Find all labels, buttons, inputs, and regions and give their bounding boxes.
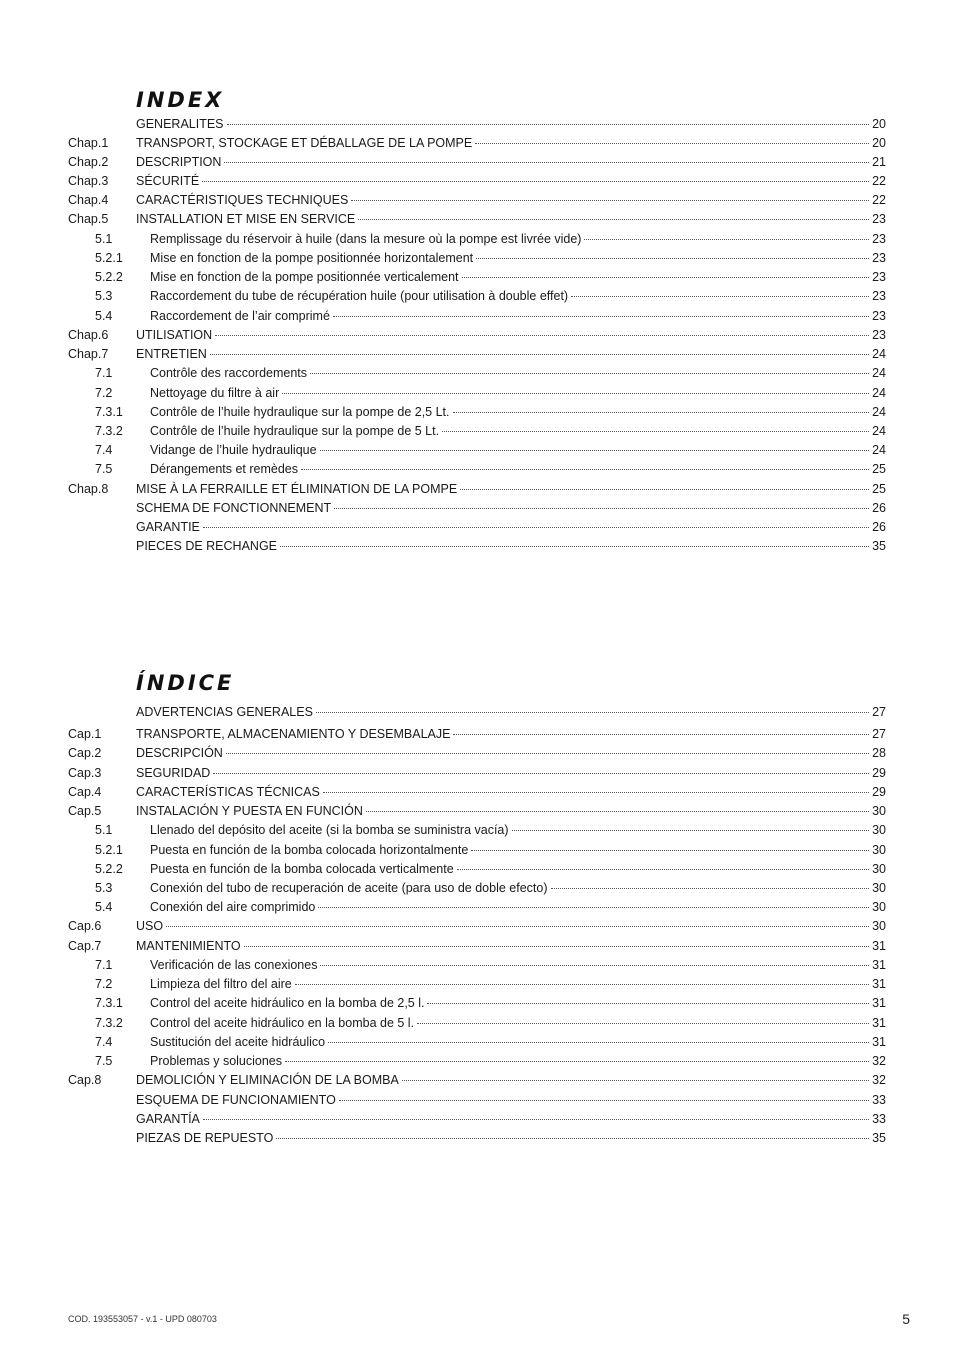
toc-entry-title: ADVERTENCIAS GENERALES xyxy=(136,705,313,719)
toc-entry-title: CARACTERÍSTICAS TÉCNICAS xyxy=(136,785,320,799)
toc-entry-page: 23 xyxy=(872,328,886,342)
toc-entry-number: 5.1 xyxy=(95,232,113,246)
dot-leader xyxy=(280,545,869,547)
toc-entry-line xyxy=(150,957,886,973)
toc-entry-number: 5.4 xyxy=(95,309,113,323)
toc-entry-page: 35 xyxy=(872,539,886,553)
toc-entry-line xyxy=(136,1130,886,1146)
toc-entry-page: 25 xyxy=(872,482,886,496)
toc-entry-line xyxy=(136,327,886,343)
toc-entry-title: GARANTIE xyxy=(136,520,200,534)
toc-entry xyxy=(0,1130,954,1146)
toc-entry-line xyxy=(150,404,886,420)
toc-entry-number: 5.2.2 xyxy=(95,862,123,876)
toc-entry-page: 22 xyxy=(872,193,886,207)
toc-entry-title: ENTRETIEN xyxy=(136,347,207,361)
toc-entry-number: 5.1 xyxy=(95,823,113,837)
toc-entry-number: 5.3 xyxy=(95,289,113,303)
toc-entry xyxy=(0,192,954,208)
toc-entry-page: 26 xyxy=(872,520,886,534)
toc-entry-page: 24 xyxy=(872,443,886,457)
toc-entry xyxy=(0,803,954,819)
toc-entry-page: 31 xyxy=(872,1016,886,1030)
toc-entry xyxy=(0,346,954,362)
toc-entry-page: 20 xyxy=(872,117,886,131)
toc-entry-line xyxy=(150,288,886,304)
dot-leader xyxy=(227,123,870,125)
toc-entry-title: TRANSPORT, STOCKAGE ET DÉBALLAGE DE LA POMPE xyxy=(136,136,473,150)
toc-entry xyxy=(0,842,954,858)
toc-entry-title: DEMOLICIÓN Y ELIMINACIÓN DE LA BOMBA xyxy=(136,1073,399,1087)
toc-entry xyxy=(0,726,954,742)
toc-entry-line xyxy=(150,231,886,247)
dot-leader xyxy=(328,1041,869,1043)
toc-entry-number: Chap.6 xyxy=(68,328,109,342)
toc-entry xyxy=(0,822,954,838)
toc-entry-line xyxy=(136,346,886,362)
toc-entry xyxy=(0,861,954,877)
toc-entry-number: Cap.2 xyxy=(68,746,102,760)
toc-entry-line xyxy=(150,461,886,477)
toc-entry-title: USO xyxy=(136,919,164,933)
toc-entry-number: 7.3.2 xyxy=(95,424,123,438)
toc-entry-title: Dérangements et remèdes xyxy=(150,462,298,476)
toc-entry xyxy=(0,211,954,227)
toc-entry-page: 21 xyxy=(872,155,886,169)
toc-entry xyxy=(0,116,954,132)
dot-leader xyxy=(339,1099,869,1101)
toc-entry-title: Puesta en función de la bomba colocada horizontalmente xyxy=(150,843,469,857)
dot-leader xyxy=(457,868,869,870)
toc-entry-line xyxy=(136,192,886,208)
dot-leader xyxy=(460,488,869,490)
dot-leader xyxy=(323,791,869,793)
toc-entry-page: 30 xyxy=(872,862,886,876)
dot-leader xyxy=(316,711,869,713)
toc-entry-title: Vidange de l’huile hydraulique xyxy=(150,443,317,457)
dot-leader xyxy=(285,1060,869,1062)
toc-entry-title: Control del aceite hidráulico en la bomba de 2,5 l. xyxy=(150,996,425,1010)
toc-entry-title: SEGURIDAD xyxy=(136,766,211,780)
page-number: 5 xyxy=(902,1311,910,1327)
toc-entry-line xyxy=(150,308,886,324)
toc-entry-page: 20 xyxy=(872,136,886,150)
dot-leader xyxy=(210,353,869,355)
toc-entry-number: 7.3.2 xyxy=(95,1016,123,1030)
toc-entry-page: 30 xyxy=(872,881,886,895)
toc-entry-number: Chap.4 xyxy=(68,193,109,207)
toc-entry-title: SCHEMA DE FONCTIONNEMENT xyxy=(136,501,332,515)
toc-entry-number: Chap.2 xyxy=(68,155,109,169)
toc-entry-title: Puesta en función de la bomba colocada verticalmente xyxy=(150,862,454,876)
toc-entry-page: 23 xyxy=(872,232,886,246)
toc-entry-line xyxy=(150,976,886,992)
toc-entry-page: 30 xyxy=(872,843,886,857)
toc-entry-title: MISE À LA FERRAILLE ET ÉLIMINATION DE LA POMPE xyxy=(136,482,458,496)
dot-leader xyxy=(366,810,869,812)
toc-entry-line xyxy=(150,1015,886,1031)
toc-entry xyxy=(0,135,954,151)
toc-entry-title: Verificación de las conexiones xyxy=(150,958,318,972)
toc-entry-title: Nettoyage du filtre à air xyxy=(150,386,280,400)
toc-entry-line xyxy=(136,481,886,497)
toc-entry-title: Contrôle de l’huile hydraulique sur la pompe de 2,5 Lt. xyxy=(150,405,450,419)
toc-entry-page: 32 xyxy=(872,1073,886,1087)
dot-leader xyxy=(476,257,869,259)
toc-entry-line xyxy=(150,1034,886,1050)
toc-entry xyxy=(0,938,954,954)
toc-entry xyxy=(0,231,954,247)
toc-entry xyxy=(0,995,954,1011)
toc-entry-line xyxy=(150,822,886,838)
toc-entry xyxy=(0,461,954,477)
toc-entry xyxy=(0,880,954,896)
dot-leader xyxy=(310,372,869,374)
toc-entry-number: Cap.8 xyxy=(68,1073,102,1087)
toc-entry xyxy=(0,976,954,992)
document-code: COD. 193553057 - v.1 - UPD 080703 xyxy=(68,1314,217,1324)
toc-entry-title: PIEZAS DE REPUESTO xyxy=(136,1131,274,1145)
dot-leader xyxy=(244,945,869,947)
toc-entry xyxy=(0,1092,954,1108)
toc-entry-line xyxy=(150,899,886,915)
toc-entry-page: 31 xyxy=(872,977,886,991)
toc-entry-number: Chap.7 xyxy=(68,347,109,361)
toc-entry-page: 25 xyxy=(872,462,886,476)
dot-leader xyxy=(215,334,869,336)
toc-entry-page: 33 xyxy=(872,1112,886,1126)
dot-leader xyxy=(453,733,869,735)
toc-entry xyxy=(0,154,954,170)
toc-entry-line xyxy=(150,880,886,896)
toc-entry-line xyxy=(150,250,886,266)
dot-leader xyxy=(320,449,870,451)
toc-entry-line xyxy=(136,519,886,535)
toc-entry-title: Contrôle de l’huile hydraulique sur la pompe de 5 Lt. xyxy=(150,424,440,438)
toc-entry-title: Contrôle des raccordements xyxy=(150,366,308,380)
toc-entry-title: CARACTÉRISTIQUES TECHNIQUES xyxy=(136,193,349,207)
toc-entry-page: 30 xyxy=(872,804,886,818)
toc-entry-line xyxy=(150,423,886,439)
toc-entry xyxy=(0,704,954,720)
dot-leader xyxy=(166,925,869,927)
toc-entry-page: 35 xyxy=(872,1131,886,1145)
dot-leader xyxy=(442,430,869,432)
toc-entry-number: Cap.1 xyxy=(68,727,102,741)
toc-entry-title: GENERALITES xyxy=(136,117,224,131)
toc-entry-page: 24 xyxy=(872,424,886,438)
toc-entry-title: ESQUEMA DE FUNCIONAMIENTO xyxy=(136,1093,336,1107)
dot-leader xyxy=(512,829,870,831)
toc-entry-page: 24 xyxy=(872,366,886,380)
toc-entry-number: 7.1 xyxy=(95,958,113,972)
toc-entry-number: 5.3 xyxy=(95,881,113,895)
toc-entry xyxy=(0,423,954,439)
dot-leader xyxy=(226,752,869,754)
toc-entry-number: Cap.5 xyxy=(68,804,102,818)
toc-entry-title: Sustitución del aceite hidráulico xyxy=(150,1035,326,1049)
dot-leader xyxy=(471,849,869,851)
toc-entry-line xyxy=(150,269,886,285)
toc-entry xyxy=(0,250,954,266)
toc-entry-line xyxy=(136,116,886,132)
toc-entry-page: 23 xyxy=(872,251,886,265)
toc-entry-number: 7.5 xyxy=(95,462,113,476)
toc-entry-number: 7.2 xyxy=(95,977,113,991)
dot-leader xyxy=(295,983,869,985)
dot-leader xyxy=(453,411,870,413)
toc-entry-title: Conexión del aire comprimido xyxy=(150,900,316,914)
toc-entry-line xyxy=(150,861,886,877)
toc-entry-title: Remplissage du réservoir à huile (dans la mesure où la pompe est livrée vide) xyxy=(150,232,582,246)
toc-entry-page: 31 xyxy=(872,996,886,1010)
toc-entry-title: GARANTÍA xyxy=(136,1112,200,1126)
toc-entry xyxy=(0,538,954,554)
toc-entry-title: Conexión del tubo de recuperación de aceite (para uso de doble efecto) xyxy=(150,881,548,895)
toc-entry-page: 24 xyxy=(872,386,886,400)
toc-entry-number: Chap.3 xyxy=(68,174,109,188)
toc-entry-number: Cap.3 xyxy=(68,766,102,780)
toc-entry-page: 30 xyxy=(872,919,886,933)
toc-entry-title: Control del aceite hidráulico en la bomba de 5 l. xyxy=(150,1016,415,1030)
dot-leader xyxy=(351,199,869,201)
toc-entry xyxy=(0,899,954,915)
dot-leader xyxy=(551,887,870,889)
toc-entry xyxy=(0,385,954,401)
toc-entry-title: MANTENIMIENTO xyxy=(136,939,241,953)
toc-entry xyxy=(0,1053,954,1069)
toc-entry xyxy=(0,269,954,285)
toc-entry-page: 23 xyxy=(872,289,886,303)
toc-entry-number: 7.2 xyxy=(95,386,113,400)
toc-entry-page: 27 xyxy=(872,705,886,719)
toc-entry xyxy=(0,765,954,781)
toc-entry-page: 33 xyxy=(872,1093,886,1107)
toc-entry-title: TRANSPORTE, ALMACENAMIENTO Y DESEMBALAJE xyxy=(136,727,451,741)
toc-entry-line xyxy=(150,442,886,458)
toc-entry xyxy=(0,308,954,324)
toc-entry-title: Raccordement du tube de récupération huile (pour utilisation à double effet) xyxy=(150,289,569,303)
dot-leader xyxy=(417,1022,869,1024)
toc-entry xyxy=(0,1111,954,1127)
toc-entry-number: 5.4 xyxy=(95,900,113,914)
toc-entry-line xyxy=(136,918,886,934)
toc-entry-number: Cap.6 xyxy=(68,919,102,933)
toc-entry xyxy=(0,1015,954,1031)
toc-entry-number: 7.4 xyxy=(95,1035,113,1049)
toc-entry-line xyxy=(136,803,886,819)
toc-entry-number: Cap.7 xyxy=(68,939,102,953)
dot-leader xyxy=(318,906,869,908)
toc-entry-number: Chap.5 xyxy=(68,212,109,226)
toc-entry-line xyxy=(136,154,886,170)
toc-entry-title: DESCRIPCIÓN xyxy=(136,746,223,760)
toc-entry-line xyxy=(136,538,886,554)
toc-entry-number: Chap.8 xyxy=(68,482,109,496)
toc-entry-title: Problemas y soluciones xyxy=(150,1054,283,1068)
dot-leader xyxy=(276,1137,869,1139)
toc-entry xyxy=(0,500,954,516)
toc-entry-title: Llenado del depósito del aceite (si la bomba se suministra vacía) xyxy=(150,823,509,837)
toc-entry xyxy=(0,173,954,189)
toc-entry-page: 30 xyxy=(872,900,886,914)
toc-entry-title: UTILISATION xyxy=(136,328,213,342)
toc-entry-line xyxy=(150,385,886,401)
toc-entry-page: 23 xyxy=(872,309,886,323)
toc-entry-line xyxy=(136,500,886,516)
toc-entry-title: INSTALACIÓN Y PUESTA EN FUNCIÓN xyxy=(136,804,363,818)
toc-entry-page: 27 xyxy=(872,727,886,741)
toc-entry-title: Limpieza del filtro del aire xyxy=(150,977,292,991)
dot-leader xyxy=(334,507,869,509)
dot-leader xyxy=(475,142,869,144)
toc-entry-page: 23 xyxy=(872,270,886,284)
toc-entry xyxy=(0,784,954,800)
toc-entry-line xyxy=(150,842,886,858)
toc-entry-line xyxy=(136,704,886,720)
toc-entry-line xyxy=(136,726,886,742)
toc-entry-title: INSTALLATION ET MISE EN SERVICE xyxy=(136,212,356,226)
toc-entry-page: 23 xyxy=(872,212,886,226)
toc-entry-title: Mise en fonction de la pompe positionnée horizontalement xyxy=(150,251,474,265)
dot-leader xyxy=(282,392,869,394)
toc-entry xyxy=(0,327,954,343)
toc-entry-line xyxy=(136,1111,886,1127)
dot-leader xyxy=(203,1118,869,1120)
toc-entry-title: Raccordement de l’air comprimé xyxy=(150,309,330,323)
toc-entry-page: 29 xyxy=(872,785,886,799)
toc-entry xyxy=(0,957,954,973)
toc-entry-number: Chap.1 xyxy=(68,136,109,150)
toc-entry-line xyxy=(136,173,886,189)
toc-entry xyxy=(0,1034,954,1050)
toc-entry-page: 26 xyxy=(872,501,886,515)
toc-entry-number: 7.1 xyxy=(95,366,113,380)
toc-entry-number: 5.2.1 xyxy=(95,843,123,857)
toc-entry xyxy=(0,1072,954,1088)
index-heading-es: ÍNDICE xyxy=(136,671,235,695)
toc-entry-line xyxy=(150,1053,886,1069)
toc-entry-page: 31 xyxy=(872,939,886,953)
toc-entry-number: 7.3.1 xyxy=(95,996,123,1010)
toc-entry-page: 28 xyxy=(872,746,886,760)
dot-leader xyxy=(584,238,869,240)
toc-entry-number: 7.3.1 xyxy=(95,405,123,419)
toc-entry xyxy=(0,365,954,381)
toc-entry-title: Mise en fonction de la pompe positionnée verticalement xyxy=(150,270,459,284)
toc-entry-page: 29 xyxy=(872,766,886,780)
toc-entry-line xyxy=(136,1092,886,1108)
toc-entry-line xyxy=(136,1072,886,1088)
dot-leader xyxy=(333,315,869,317)
dot-leader xyxy=(213,772,869,774)
toc-entry-number: Cap.4 xyxy=(68,785,102,799)
dot-leader xyxy=(320,964,869,966)
toc-entry-number: 7.5 xyxy=(95,1054,113,1068)
dot-leader xyxy=(301,468,869,470)
toc-entry-line xyxy=(150,995,886,1011)
dot-leader xyxy=(358,218,869,220)
toc-entry-line xyxy=(136,211,886,227)
toc-entry-line xyxy=(136,135,886,151)
toc-entry xyxy=(0,481,954,497)
toc-entry xyxy=(0,404,954,420)
toc-entry-number: 7.4 xyxy=(95,443,113,457)
toc-entry-number: 5.2.1 xyxy=(95,251,123,265)
toc-entry xyxy=(0,745,954,761)
dot-leader xyxy=(202,180,869,182)
toc-entry xyxy=(0,918,954,934)
toc-entry-line xyxy=(136,765,886,781)
toc-entry-page: 24 xyxy=(872,405,886,419)
toc-entry xyxy=(0,519,954,535)
toc-entry-page: 32 xyxy=(872,1054,886,1068)
dot-leader xyxy=(402,1079,869,1081)
dot-leader xyxy=(427,1002,869,1004)
toc-entry xyxy=(0,288,954,304)
toc-entry-line xyxy=(136,745,886,761)
toc-entry-line xyxy=(136,784,886,800)
index-heading-fr: INDEX xyxy=(136,88,225,112)
toc-entry-title: PIECES DE RECHANGE xyxy=(136,539,278,553)
toc-entry-page: 31 xyxy=(872,958,886,972)
toc-entry-line xyxy=(150,365,886,381)
toc-entry-page: 22 xyxy=(872,174,886,188)
toc-entry-page: 24 xyxy=(872,347,886,361)
dot-leader xyxy=(224,161,869,163)
dot-leader xyxy=(462,276,870,278)
toc-entry-number: 5.2.2 xyxy=(95,270,123,284)
dot-leader xyxy=(203,526,869,528)
toc-entry-page: 30 xyxy=(872,823,886,837)
toc-entry xyxy=(0,442,954,458)
toc-entry-title: DESCRIPTION xyxy=(136,155,222,169)
dot-leader xyxy=(571,295,869,297)
toc-entry-page: 31 xyxy=(872,1035,886,1049)
toc-entry-line xyxy=(136,938,886,954)
toc-entry-title: SÉCURITÉ xyxy=(136,174,200,188)
